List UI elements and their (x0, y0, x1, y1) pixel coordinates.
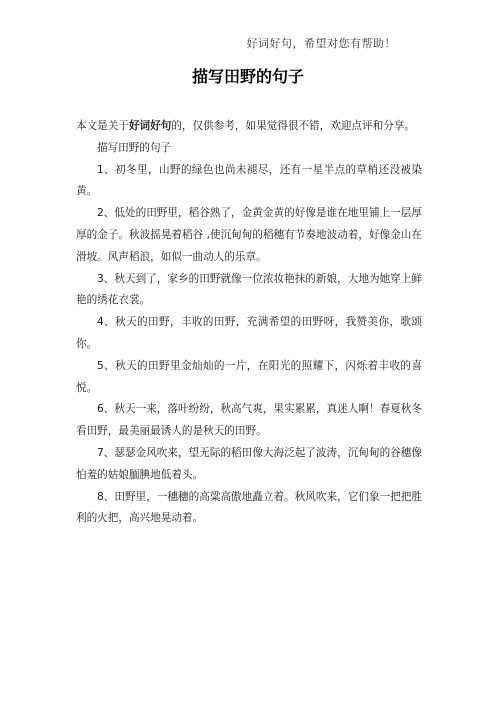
intro-text-before: 本文是关于 (76, 120, 129, 132)
intro-paragraph (76, 116, 422, 138)
intro-keyword: 好词好句 (128, 120, 172, 132)
document-title: 描写田野的句子 (191, 67, 304, 86)
sentence-paragraph: 8、田野里，一穗穗的高粱高傲地矗立着。秋风吹来，它们象一把把胜利的火把，高兴地晃动着。 (76, 490, 422, 525)
sentence-paragraph: 3、秋天到了，家乡的田野就像一位浓妆艳抹的新娘，大地为她穿上鲜艳的绣花衣裳。 (76, 272, 422, 307)
intro-text-after: 的，仅供参考，如果觉得很不错，欢迎点评和分享。 (171, 120, 415, 132)
sentence-paragraph: 7、瑟瑟金风吹来，望无际的稻田像大海泛起了波涛，沉甸甸的谷穗像怕羞的姑娘腼腆地低着头。 (76, 446, 422, 481)
sentence-paragraph: 2、低处的田野里，稻谷熟了，金黄金黄的好像是谁在地里铺上一层厚厚的金子。秋波摇晃着稻谷 ,使沉甸甸的稻穗有节奏地波动着，好像金山在滑坡。风声稻浪，如似一曲动人的乐章。 (76, 207, 422, 263)
sentence-paragraph: 1、初冬里，山野的绿色也尚未褪尽，还有一星半点的草梢还没被染黄。 (76, 163, 422, 198)
document-body (76, 116, 422, 530)
header-note: 好词好句，希望对您有帮助！ (246, 37, 396, 50)
sentence-paragraph: 4、秋天的田野，丰收的田野，充满希望的田野呀，我赞美你，歌颂你。 (76, 316, 422, 350)
sentence-paragraph: 6、秋天一来，落叶纷纷，秋高气爽，果实累累，真迷人啊！春夏秋冬看田野，最美丽最诱人的是秋天的田野。 (76, 403, 422, 438)
sentence-paragraph: 5、秋天的田野里金灿灿的一片，在阳光的照耀下，闪烁着丰收的喜悦。 (76, 359, 422, 394)
section-subtitle: 描写田野的句子 (97, 141, 172, 154)
